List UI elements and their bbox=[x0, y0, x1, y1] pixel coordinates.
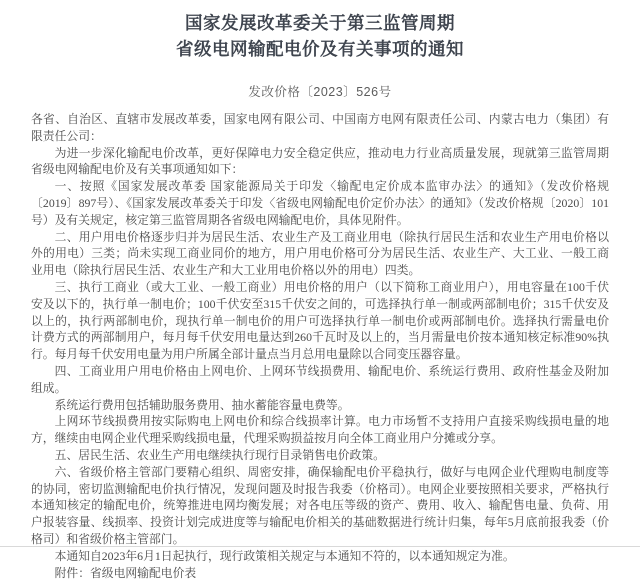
paragraph-intro: 为进一步深化输配电价改革，更好保障电力安全稳定供应，推动电力行业高质量发展，现就第三监管周期省级电网输配电价及有关事项通知如下： bbox=[31, 145, 609, 177]
paragraph-article-4: 四、工商业用户用电价格由上网电价、上网环节线损费用、输配电价、系统运行费用、政府性基金及附加组成。 bbox=[31, 363, 609, 395]
paragraph-article-2: 二、用户用电价格逐步归并为居民生活、农业生产及工商业用电（除执行居民生活和农业生产用电价格以外的用电）三类；尚未实现工商业同价的地方，用户用电价格可分为居民生活、农业生产、大工业、一般工商业用电（除执行居民生活、农业生产和大工业用电价格以外的用电）四类。 bbox=[31, 229, 609, 278]
document-number: 发改价格〔2023〕526号 bbox=[248, 85, 392, 99]
paragraph-attachment: 附件：省级电网输配电价表 bbox=[54, 565, 197, 580]
paragraph-article-5: 五、居民生活、农业生产用电继续执行现行目录销售电价政策。 bbox=[54, 447, 385, 462]
document-title-line-2: 省级电网输配电价及有关事项的通知 bbox=[176, 39, 464, 59]
bottom-divider bbox=[0, 546, 640, 547]
paragraph-system-cost-note: 系统运行费用包括辅助服务费用、抽水蓄能容量电费等。 bbox=[54, 397, 350, 412]
paragraph-article-1: 一、按照《国家发展改革委 国家能源局关于印发〈输配电定价成本监审办法〉的通知》（发改价格规〔2019〕897号）、《国家发展改革委关于印发〈省级电网输配电价定价办法〉的通知》（发改价格规〔2020〕101号）及有关规定，核定第三监管周期各省级电网输配电价，具体见附件。 bbox=[31, 179, 609, 227]
paragraph-article-6: 六、省级价格主管部门要精心组织、周密安排，确保输配电价平稳执行，做好与电网企业代理购电制度等的协同，密切监测输配电价执行情况，发现问题及时报告我委（价格司）。电网企业要按照相关要求，严格执行本通知核定的输配电价，统筹推进电网均衡发展；对各电压等级的资产、费用、收入、输配售电量、负荷、用户报装容量、线损率、投资计划完成进度等与输配电价相关的基础数据进行统计归集，每年5月底前报我委（价格司）和省级价格主管部门。 bbox=[31, 464, 609, 546]
paragraph-article-3: 三、执行工商业（或大工业、一般工商业）用电价格的用户（以下简称工商业用户），用电容量在100千伏安及以下的，执行单一制电价；100千伏安至315千伏安之间的，可选择执行单一制或两部制电价；315千伏安及以上的，执行两部制电价，现执行单一制电价的用户可选择执行单一制电价或两部制电价。选择执行需量电价计费方式的两部制用户，每月每千伏安用电量达到260千瓦时及以上的，当月需量电价按本通知核定标准90%执行。每月每千伏安用电量为用户所属全部计量点当月总用电量除以合同变压器容量。 bbox=[31, 279, 609, 362]
document-title-line-1: 国家发展改革委关于第三监管周期 bbox=[185, 13, 455, 33]
paragraph-line-loss-note: 上网环节线损费用按实际购电上网电价和综合线损率计算。电力市场暂不支持用户直接采购线损电量的地方，继续由电网企业代理采购线损电量，代理采购损益按月向全体工商业用户分摊或分享。 bbox=[31, 414, 609, 446]
document-title bbox=[0, 0, 640, 62]
paragraph-effective-date: 本通知自2023年6月1日起执行，现行政策相关规定与本通知不符的，以本通知规定为准。 bbox=[54, 548, 515, 563]
paragraph-salutation: 各省、自治区、直辖市发展改革委，国家电网有限公司、中国南方电网有限责任公司、内蒙古电力（集团）有限责任公司： bbox=[31, 112, 609, 143]
document-body bbox=[31, 111, 609, 581]
